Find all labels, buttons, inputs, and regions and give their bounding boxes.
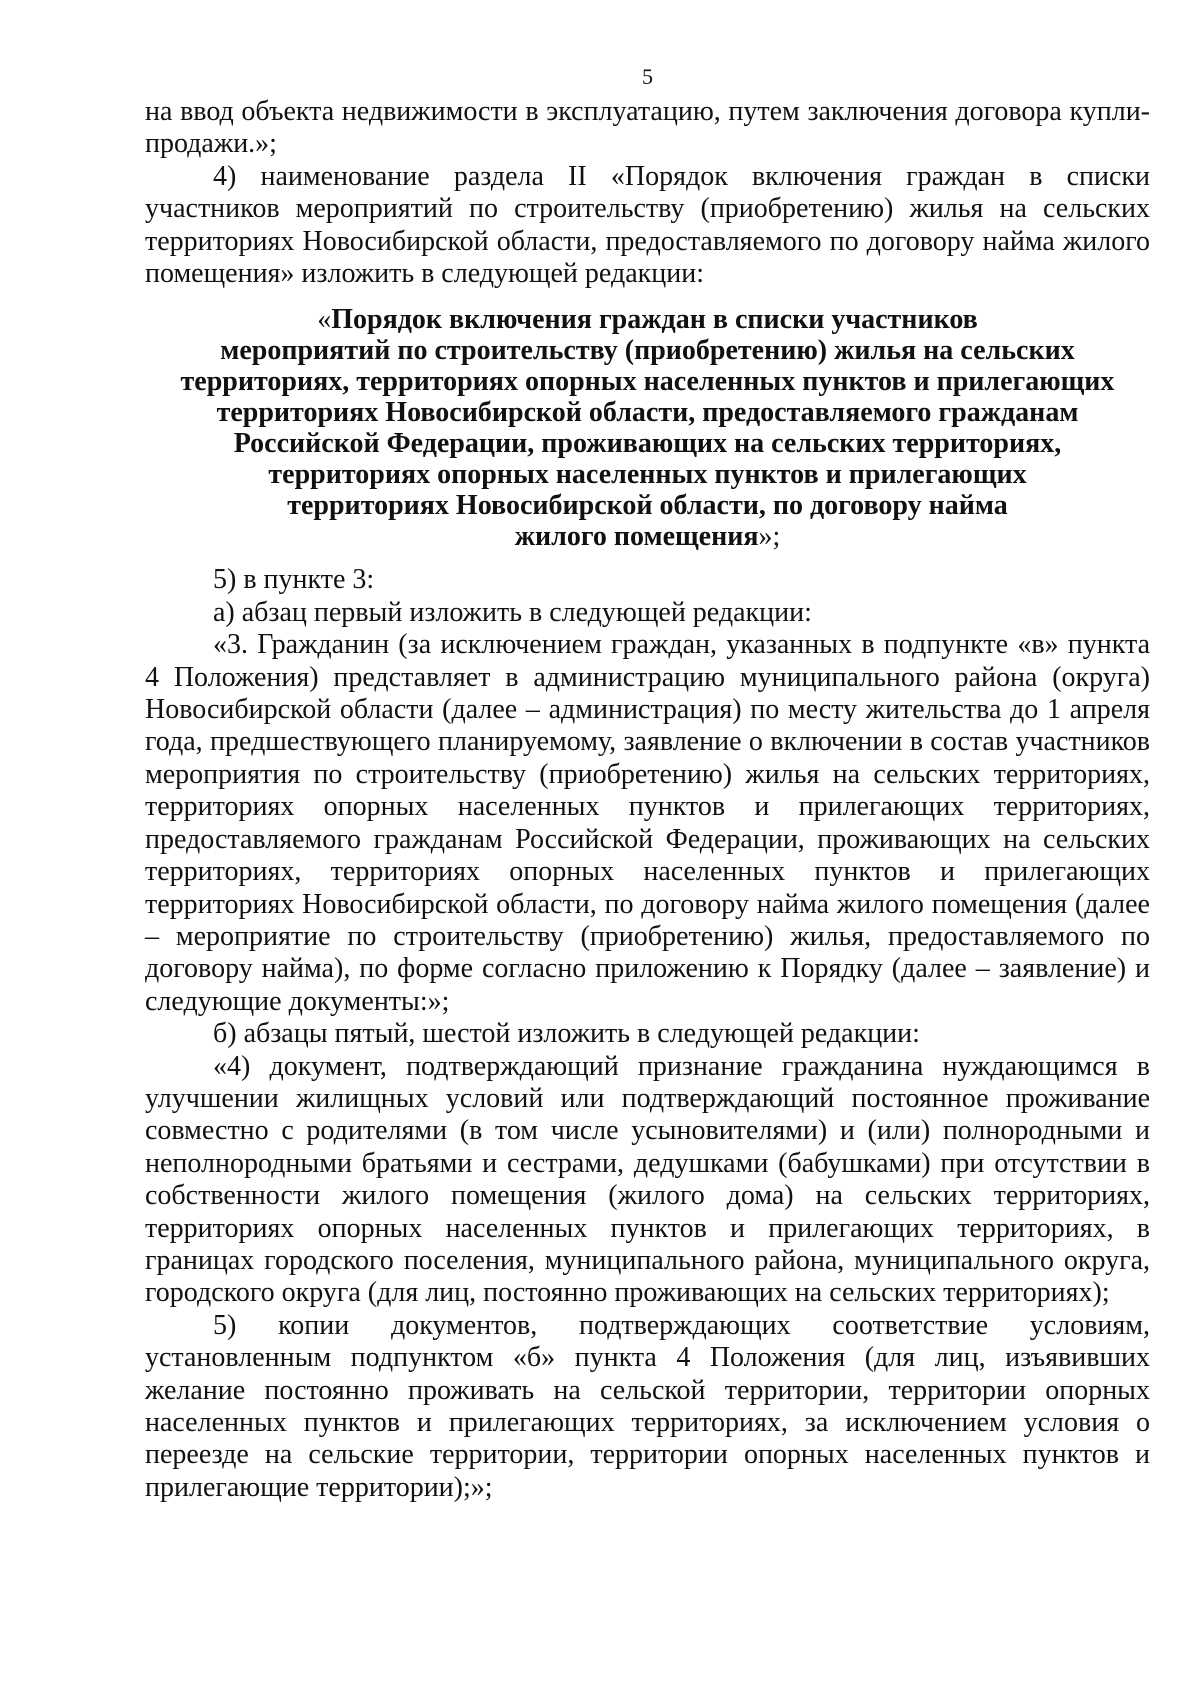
paragraph-subitem-b: б) абзацы пятый, шестой изложить в следующей редакции:	[213, 1018, 920, 1050]
heading-line-text: жилого помещения	[514, 521, 759, 553]
heading-line: территориях опорных населенных пунктов и прилегающих	[268, 459, 1027, 491]
heading-line-text: Порядок включения граждан в списки участников	[331, 304, 978, 336]
paragraph-continuation: на ввод объекта недвижимости в эксплуатацию, путем заключения договора купли-продажи.»;	[145, 96, 1150, 160]
heading-line: территориях Новосибирской области, предоставляемого гражданам	[216, 397, 1079, 429]
heading-line: территориях, территориях опорных населенных пунктов и прилегающих	[180, 366, 1115, 398]
section-heading	[145, 304, 1150, 552]
page-number: 5	[642, 64, 653, 89]
heading-close-quote: »;	[758, 521, 781, 553]
paragraph-item-4: 4) наименование раздела II «Порядок включения граждан в списки участников мероприятий по строительству (приобретению) жилья на сельских территориях Новосибирской области, предоставляемого по договору найма жилого помещения» изложить в следующей редакции:	[145, 160, 1150, 290]
heading-open-quote: «	[317, 304, 332, 336]
heading-line	[145, 304, 1150, 335]
paragraph-clause-5: 5) копии документов, подтверждающих соответствие условиям, установленным подпунктом «б» пункта 4 Положения (для лиц, изъявивших желание постоянно проживать на сельской территории, территории опорных населенных пунктов и прилегающих территориях, за исключением условия о переезде на сельские территории, территории опорных населенных пунктов и прилегающие территории);»;	[145, 1309, 1150, 1503]
heading-line: территориях Новосибирской области, по договору найма	[287, 490, 1008, 522]
heading-line	[145, 521, 1150, 552]
heading-line: Российской Федерации, проживающих на сельских территориях,	[233, 428, 1062, 460]
paragraph-clause-4: «4) документ, подтверждающий признание гражданина нуждающимся в улучшении жилищных условий или подтверждающий постоянное проживание совместно с родителями (в том числе усыновителями) и (или) полнородными и неполнородными братьями и сестрами, дедушками (бабушками) при отсутствии в собственности жилого помещения (жилого дома) на сельских территориях, территориях опорных населенных пунктов и прилегающих территориях, в границах городского поселения, муниципального района, муниципального округа, городского округа (для лиц, постоянно проживающих на сельских территориях);	[145, 1050, 1150, 1309]
heading-line: мероприятий по строительству (приобретению) жилья на сельских	[220, 335, 1075, 367]
paragraph-subitem-a: а) абзац первый изложить в следующей редакции:	[213, 596, 812, 628]
paragraph-item-5: 5) в пункте 3:	[213, 564, 375, 596]
document-page	[145, 62, 1150, 1504]
paragraph-clause-3: «3. Гражданин (за исключением граждан, указанных в подпункте «в» пункта 4 Положения) представляет в администрацию муниципального района (округа) Новосибирской области (далее – администрация) по месту жительства до 1 апреля года, предшествующего планируемому, заявление о включении в состав участников мероприятия по строительству (приобретению) жилья на сельских территориях, территориях опорных населенных пунктов и прилегающих территориях, предоставляемого гражданам Российской Федерации, проживающих на сельских территориях, территориях опорных населенных пунктов и прилегающих территориях Новосибирской области, по договору найма жилого помещения (далее – мероприятие по строительству (приобретению) жилья, предоставляемого по договору найма), по форме согласно приложению к Порядку (далее – заявление) и следующие документы:»;	[145, 629, 1150, 1017]
